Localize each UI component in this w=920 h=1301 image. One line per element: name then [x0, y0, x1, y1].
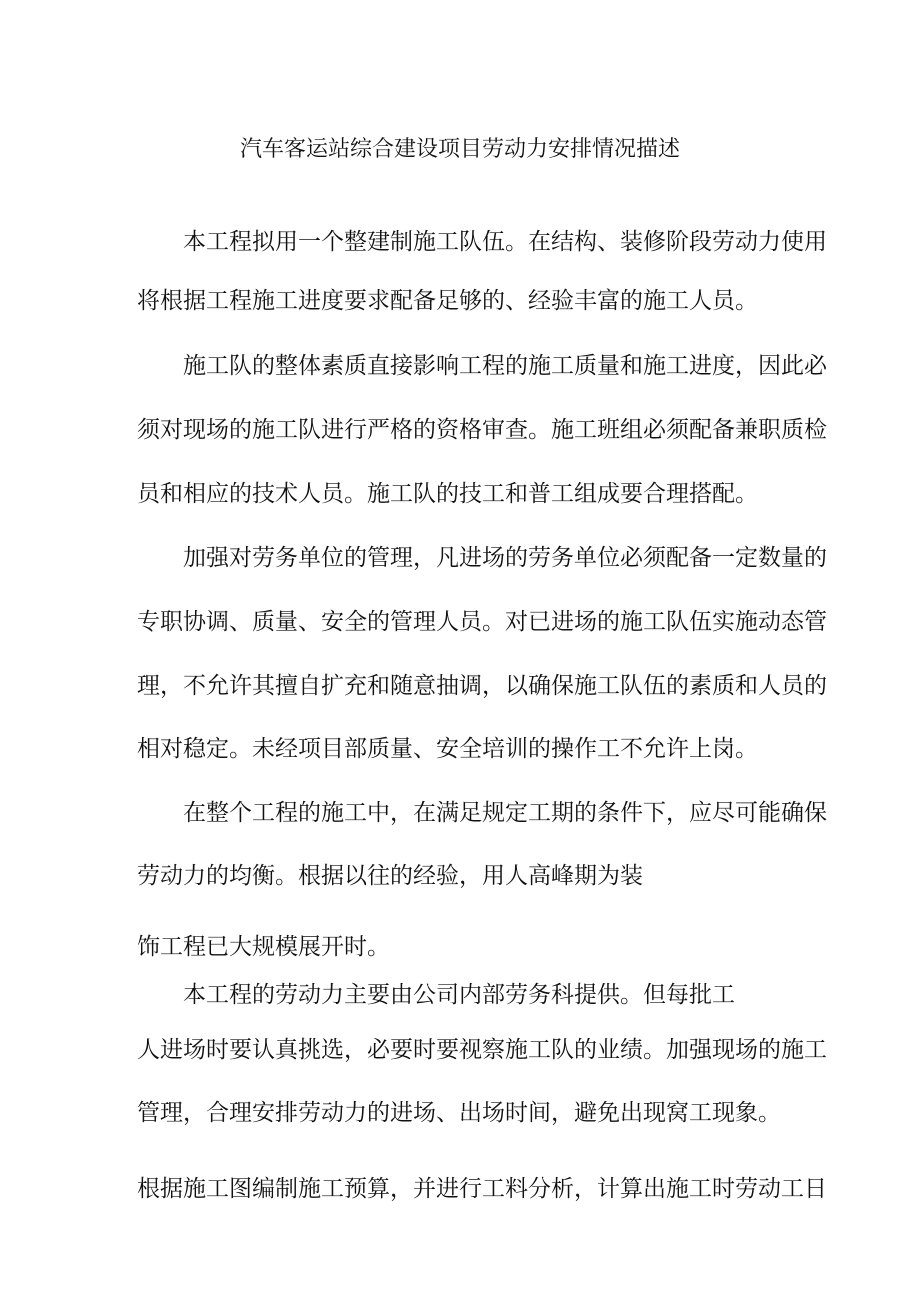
text-line: 将根据工程施工进度要求配备足够的、经验丰富的施工人员。 — [137, 288, 758, 314]
text-line: 劳动力的均衡。根据以往的经验，用人高峰期为装 — [137, 863, 643, 889]
text-line: 在整个工程的施工中，在满足规定工期的条件下，应尽可能确保 — [183, 800, 827, 826]
document-title: 汽车客运站综合建设项目劳动力安排情况描述 — [239, 137, 680, 162]
text-line: 相对稳定。未经项目部质量、安全培训的操作工不允许上岗。 — [137, 736, 758, 762]
text-line: 管理，合理安排劳动力的进场、出场时间，避免出现窝工现象。 — [137, 1100, 781, 1126]
text-line: 本工程的劳动力主要由公司内部劳务科提供。但每批工 — [183, 982, 735, 1008]
text-line: 本工程拟用一个整建制施工队伍。在结构、装修阶段劳动力使用 — [183, 229, 827, 255]
text-line: 员和相应的技术人员。施工队的技工和普工组成要合理搭配。 — [137, 481, 758, 507]
text-line: 理，不允许其擅自扩充和随意抽调，以确保施工队伍的素质和人员的 — [137, 673, 827, 699]
text-line: 饰工程已大规模展开时。 — [137, 934, 390, 960]
text-line: 施工队的整体素质直接影响工程的施工质量和施工进度，因此必 — [183, 353, 827, 379]
text-line: 根据施工图编制施工预算，并进行工料分析，计算出施工时劳动工日 — [137, 1176, 827, 1202]
text-line: 须对现场的施工队进行严格的资格审查。施工班组必须配备兼职质检 — [137, 417, 827, 443]
text-line: 专职协调、质量、安全的管理人员。对已进场的施工队伍实施动态管 — [137, 609, 827, 635]
text-line: 加强对劳务单位的管理，凡进场的劳务单位必须配备一定数量的 — [183, 545, 827, 571]
text-line: 人进场时要认真挑选，必要时要视察施工队的业绩。加强现场的施工 — [137, 1037, 827, 1063]
